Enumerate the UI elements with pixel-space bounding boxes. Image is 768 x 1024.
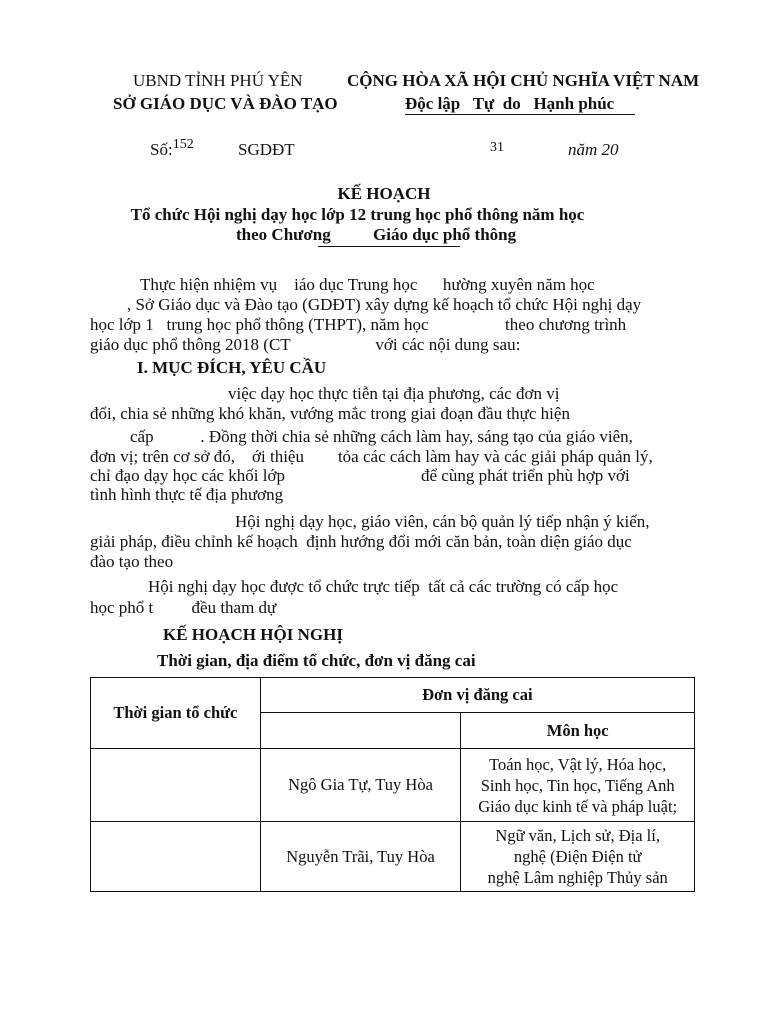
header-host-blank	[260, 713, 461, 749]
subject-line: Sinh học, Tin học, Tiếng Anh	[480, 775, 675, 795]
section-heading-plan: KẾ HOẠCH HỘI NGHỊ	[163, 625, 343, 644]
document-subtitle-2b: Giáo dục phổ thông	[373, 225, 517, 244]
issue-day: 31	[490, 140, 504, 155]
purpose-paragraph-1	[90, 384, 695, 504]
intro-paragraph	[90, 275, 695, 355]
paragraph-line: Hội nghị dạy học, giáo viên, cán bộ quản lý tiếp nhận ý kiến,	[235, 512, 650, 531]
agency-name: UBND TỈNH PHÚ YÊN	[133, 71, 303, 90]
time-cell	[91, 749, 261, 822]
purpose-paragraph-3	[90, 577, 695, 617]
paragraph-line: đổi, chia sẻ những khó khăn, vướng mắc trong giai đoạn đầu thực hiện	[90, 404, 570, 423]
header-host: Đơn vị đăng cai	[260, 678, 694, 713]
subject-line: nghệ (Điện Điện tử	[513, 847, 642, 866]
table-row	[91, 822, 695, 892]
paragraph-line: giải pháp, điều chỉnh kế hoạch định hướng đổi mới căn bản, toàn diện giáo dục	[90, 532, 632, 551]
subtitle-underline	[318, 246, 460, 247]
paragraph-line: tình hình thực tế địa phương	[90, 485, 284, 504]
intro-line: Thực hiện nhiệm vụ iáo dục Trung học hường xuyên năm học	[140, 275, 595, 294]
subject-line: nghệ Lâm nghiệp Thủy sản	[487, 868, 668, 887]
paragraph-line: Hội nghị dạy học được tổ chức trực tiếp tất cả các trường có cấp học	[148, 577, 619, 596]
subject-line: Toán học, Vật lý, Hóa học,	[489, 754, 667, 774]
host-cell: Ngô Gia Tự, Tuy Hòa	[260, 749, 461, 822]
issue-year: năm 20	[568, 140, 619, 159]
national-title: CỘNG HÒA XÃ HỘI CHỦ NGHĨA VIỆT NAM	[347, 71, 700, 90]
plan-subheading: Thời gian, địa điểm tổ chức, đơn vị đăng cai	[157, 651, 476, 670]
paragraph-line: đơn vị; trên cơ sở đó, ới thiệu tỏa các cách làm hay và các giải pháp quản lý,	[90, 447, 653, 466]
purpose-paragraph-2	[90, 512, 695, 572]
so-label: Số:	[150, 140, 173, 159]
national-motto: Độc lập Tự do Hạnh phúc	[405, 94, 635, 115]
section-heading-purpose: I. MỤC ĐÍCH, YÊU CẦU	[137, 358, 327, 377]
subject-cell	[461, 749, 695, 822]
subject-line: Giáo dục kinh tế và pháp luật;	[478, 796, 678, 816]
document-number	[150, 137, 194, 160]
subject-line: Ngữ văn, Lịch sử, Địa lí,	[495, 826, 660, 845]
paragraph-line: việc dạy học thực tiễn tại địa phương, các đơn vị	[228, 384, 560, 403]
subject-cell	[461, 822, 695, 892]
intro-line: , Sở Giáo dục và Đào tạo (GDĐT) xây dựng kế hoạch tổ chức Hội nghị dạy	[127, 295, 642, 314]
table-row	[91, 749, 695, 822]
intro-line: giáo dục phổ thông 2018 (CT với các nội dung sau:	[90, 335, 521, 354]
header-subject: Môn học	[461, 713, 695, 749]
paragraph-line: chỉ đạo dạy học các khối lớp để cùng phát triển phù hợp với	[90, 466, 630, 485]
document-subtitle-2a: theo Chương	[236, 225, 331, 244]
department-name: SỞ GIÁO DỤC VÀ ĐÀO TẠO	[113, 94, 338, 113]
paragraph-line: đào tạo theo	[90, 552, 174, 571]
intro-line: học lớp 1 trung học phổ thông (THPT), năm học theo chương trình	[90, 315, 627, 334]
issuing-agency-code: SGDĐT	[238, 140, 295, 159]
plan-table	[90, 677, 695, 892]
header-time: Thời gian tổ chức	[91, 678, 261, 749]
document-title: KẾ HOẠCH	[337, 184, 431, 203]
document-subtitle: Tổ chức Hội nghị dạy học lớp 12 trung học phổ thông năm học	[130, 205, 585, 224]
so-number: 152	[172, 137, 194, 152]
host-cell: Nguyễn Trãi, Tuy Hòa	[260, 822, 461, 892]
time-cell	[91, 822, 261, 892]
paragraph-line: học phổ t đều tham dự	[90, 598, 277, 617]
paragraph-line: cấp . Đồng thời chia sẻ những cách làm hay, sáng tạo của giáo viên,	[130, 427, 633, 446]
